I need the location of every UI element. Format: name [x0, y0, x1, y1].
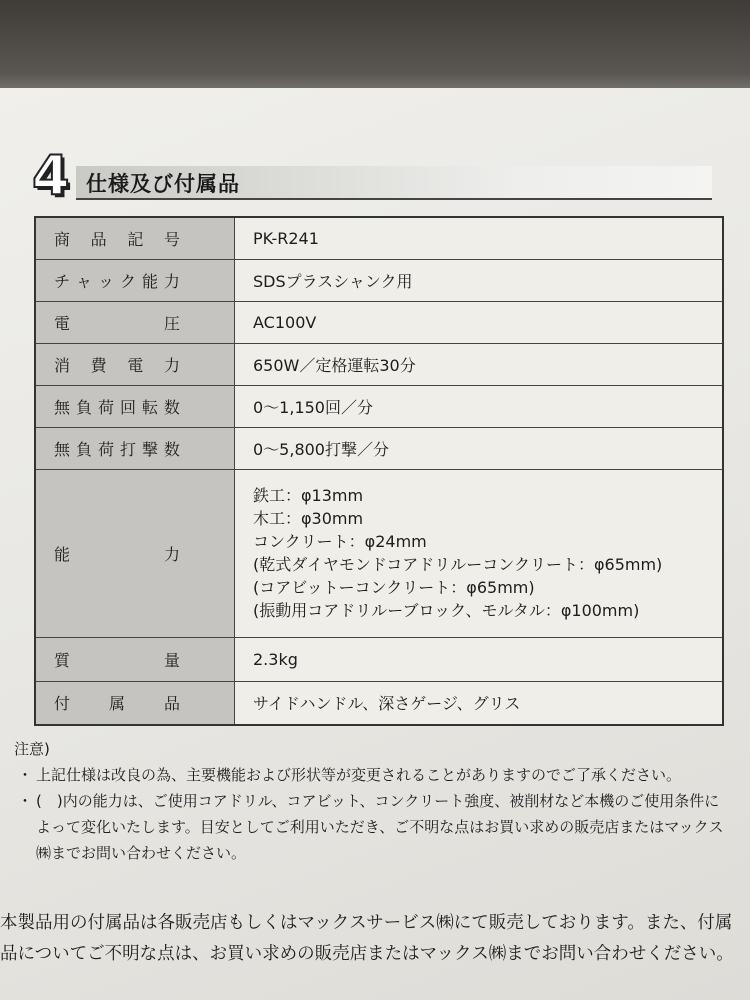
section-number: 4 — [32, 144, 70, 207]
spec-label — [35, 259, 235, 301]
spec-label-char: 荷 — [97, 397, 114, 417]
spec-label — [35, 385, 235, 427]
spec-label-char: 記 — [127, 229, 144, 249]
spec-row — [35, 637, 723, 681]
spec-label — [35, 301, 235, 343]
spec-label-char: 撃 — [141, 439, 158, 459]
spec-value: 2.3kg — [235, 637, 724, 681]
spec-label-char: 費 — [90, 355, 107, 375]
spec-table — [34, 216, 724, 726]
spec-label-char: 転 — [141, 397, 158, 417]
section-heading — [32, 144, 712, 207]
spec-label-char: ク — [119, 271, 136, 291]
note-item — [14, 762, 734, 788]
accessory-paragraph: 本製品用の付属品は各販売店もしくはマックスサービス㈱にて販売しております。また、付属品についてご不明な点は、お買い求めの販売店またはマックス㈱までお問い合わせください。 — [0, 913, 734, 964]
note-text: ( )内の能力は、ご使用コアドリル、コアビット、コンクリート強度、被削材など本機のご使用条件によって変化いたします。目安としてご利用いただき、ご不明な点はお買い求めの販売店またはマックス㈱までお問い合わせください。 — [36, 792, 724, 862]
spec-label-char: 圧 — [163, 313, 180, 333]
spec-row — [35, 427, 723, 469]
spec-value: SDSプラスシャンク用 — [235, 259, 724, 301]
spec-label-char: 号 — [163, 229, 180, 249]
spec-label-char: 負 — [75, 397, 92, 417]
spec-row — [35, 343, 723, 385]
spec-label — [35, 469, 235, 637]
section-title: 仕様及び付属品 — [86, 172, 240, 196]
note-bullet: ・ — [17, 792, 33, 810]
capacity-line: 鉄工：φ13mm — [253, 486, 364, 505]
spec-label-char: 負 — [75, 439, 92, 459]
spec-value: PK-R241 — [235, 217, 724, 259]
capacity-line: (コアビットーコンクリート：φ65mm) — [253, 578, 535, 597]
spec-label-char: 回 — [119, 397, 136, 417]
spec-label — [35, 427, 235, 469]
spec-label-char: 力 — [163, 355, 180, 375]
spec-label — [35, 681, 235, 725]
note-item — [14, 788, 734, 866]
spec-value: サイドハンドル、深さゲージ、グリス — [235, 681, 724, 725]
spec-label-char: 消 — [54, 355, 71, 375]
note-text: 上記仕様は改良の為、主要機能および形状等が変更されることがありますのでご了承ください。 — [36, 766, 682, 784]
spec-label — [35, 637, 235, 681]
spec-label-char: 能 — [141, 271, 158, 291]
capacity-line: (乾式ダイヤモンドコアドリルーコンクリート：φ65mm) — [253, 555, 663, 574]
capacity-line: (振動用コアドリルーブロック、モルタル：φ100mm) — [253, 601, 640, 620]
spec-label-char: 品 — [163, 694, 180, 714]
spec-row — [35, 259, 723, 301]
spec-label-char: 量 — [163, 650, 180, 670]
spec-label-char: 力 — [163, 544, 180, 564]
spec-label-char: 品 — [90, 229, 107, 249]
capacity-values — [235, 469, 724, 637]
spec-label-char: チ — [54, 271, 71, 291]
spec-label-char: 能 — [54, 544, 71, 564]
spec-label-char: 数 — [163, 397, 180, 417]
spec-label-char: ャ — [75, 271, 92, 291]
spec-label-char: 電 — [54, 313, 71, 333]
spec-value: 0～1,150回／分 — [235, 385, 724, 427]
spec-row — [35, 301, 723, 343]
spec-label-char: 無 — [54, 439, 71, 459]
spec-row — [35, 217, 723, 259]
spec-label-char: 荷 — [97, 439, 114, 459]
notes-heading: 注意) — [14, 740, 50, 758]
capacity-line: 木工：φ30mm — [253, 509, 364, 528]
spec-label-char: 力 — [163, 271, 180, 291]
spec-value: 650W／定格運転30分 — [235, 343, 724, 385]
spec-label-char: ッ — [97, 271, 114, 291]
notes-block — [14, 736, 734, 866]
capacity-line: コンクリート：φ24mm — [253, 532, 427, 551]
spec-row-capacity — [35, 469, 723, 637]
spec-label-char: 数 — [163, 439, 180, 459]
spec-label — [35, 217, 235, 259]
spec-label-char: 質 — [54, 650, 71, 670]
note-bullet: ・ — [17, 766, 33, 784]
spec-value: AC100V — [235, 301, 724, 343]
spec-row — [35, 681, 723, 725]
spec-label-char: 打 — [119, 439, 136, 459]
spec-value: 0～5,800打撃／分 — [235, 427, 724, 469]
spec-label — [35, 343, 235, 385]
spec-row — [35, 385, 723, 427]
spec-label-char: 無 — [54, 397, 71, 417]
spec-label-char: 商 — [54, 229, 71, 249]
spec-label-char: 電 — [127, 355, 144, 375]
spec-label-char: 属 — [108, 694, 125, 714]
spec-label-char: 付 — [54, 694, 71, 714]
